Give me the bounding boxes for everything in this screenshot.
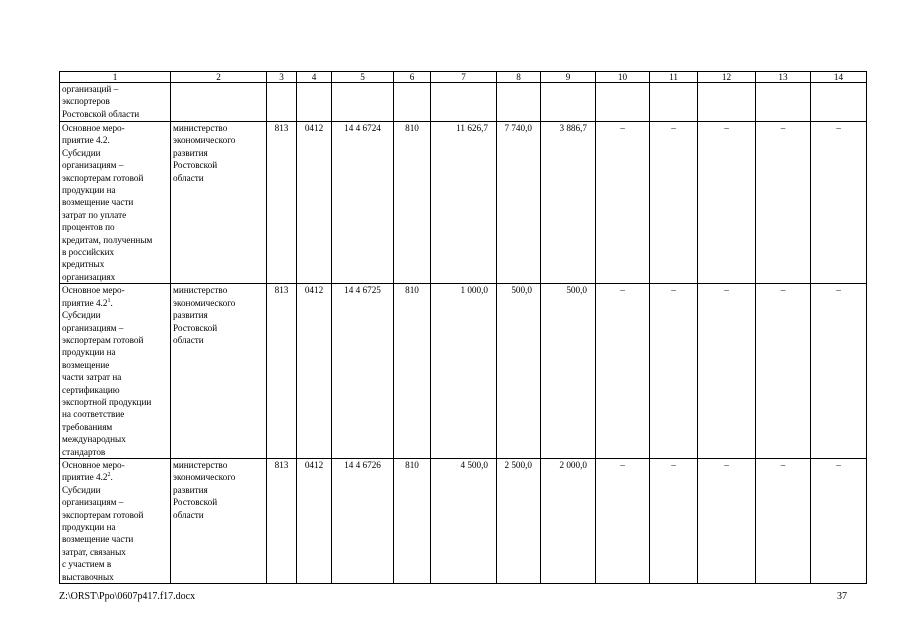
y2017-cell: – bbox=[650, 122, 698, 284]
y2019-cell: – bbox=[756, 122, 811, 284]
y2015-cell: 3 886,7 bbox=[541, 122, 596, 284]
table-row bbox=[60, 284, 867, 459]
executor-cell: министерство экономического развития Ростовской области bbox=[171, 284, 267, 459]
budget-table bbox=[59, 71, 867, 584]
column-number-1: 1 bbox=[60, 72, 171, 83]
vr-cell: 810 bbox=[394, 122, 431, 284]
y2018-cell: – bbox=[698, 122, 756, 284]
footer-file-path: Z:\ORST\Ppo\0607p417.f17.docx bbox=[59, 591, 196, 602]
y2016-cell: – bbox=[596, 122, 650, 284]
table-row bbox=[60, 458, 867, 583]
continuation-empty-cell bbox=[297, 83, 332, 122]
column-number-4: 4 bbox=[297, 72, 332, 83]
continuation-empty-cell bbox=[811, 83, 867, 122]
continuation-empty-cell bbox=[267, 83, 297, 122]
continuation-empty-cell bbox=[756, 83, 811, 122]
total-cell: 4 500,0 bbox=[431, 458, 497, 583]
y2015-cell: 500,0 bbox=[541, 284, 596, 459]
column-number-13: 13 bbox=[756, 72, 811, 83]
activity-name-text-continued: . Субсидии организациям – экспортерам готовой продукции на возмещение части затрат, связаных с участием в выставочных bbox=[62, 472, 144, 582]
continuation-empty-cell bbox=[596, 83, 650, 122]
continuation-row bbox=[60, 83, 867, 122]
column-number-14: 14 bbox=[811, 72, 867, 83]
footer-page-number: 37 bbox=[837, 591, 847, 602]
y2019-cell: – bbox=[756, 284, 811, 459]
activity-number-superscript: 1 bbox=[107, 297, 111, 304]
column-number-10: 10 bbox=[596, 72, 650, 83]
grbs-cell: 813 bbox=[267, 458, 297, 583]
y2014-cell: 7 740,0 bbox=[497, 122, 541, 284]
y2020-cell: – bbox=[811, 122, 867, 284]
executor-cell: министерство экономического развития Ростовской области bbox=[171, 122, 267, 284]
column-number-6: 6 bbox=[394, 72, 431, 83]
continuation-name-cell: организаций – экспортеров Ростовской области bbox=[60, 83, 171, 122]
column-number-2: 2 bbox=[171, 72, 267, 83]
activity-name-cell bbox=[60, 122, 171, 284]
executor-cell: министерство экономического развития Ростовской области bbox=[171, 458, 267, 583]
column-number-7: 7 bbox=[431, 72, 497, 83]
y2015-cell: 2 000,0 bbox=[541, 458, 596, 583]
activity-number-superscript: 2 bbox=[107, 472, 111, 479]
column-number-8: 8 bbox=[497, 72, 541, 83]
continuation-empty-cell bbox=[332, 83, 394, 122]
grbs-cell: 813 bbox=[267, 122, 297, 284]
rzpr-cell: 0412 bbox=[297, 458, 332, 583]
activity-name-text-continued: . Субсидии организациям – экспортерам готовой продукции на возмещение части затрат на сертификацию экспортной продукции на соответствие требованиям международных стандартов bbox=[62, 297, 152, 457]
rzpr-cell: 0412 bbox=[297, 284, 332, 459]
continuation-empty-cell bbox=[698, 83, 756, 122]
column-number-3: 3 bbox=[267, 72, 297, 83]
y2016-cell: – bbox=[596, 458, 650, 583]
csr-cell: 14 4 6724 bbox=[332, 122, 394, 284]
continuation-empty-cell bbox=[497, 83, 541, 122]
y2020-cell: – bbox=[811, 458, 867, 583]
column-number-9: 9 bbox=[541, 72, 596, 83]
continuation-empty-cell bbox=[394, 83, 431, 122]
y2014-cell: 2 500,0 bbox=[497, 458, 541, 583]
vr-cell: 810 bbox=[394, 284, 431, 459]
y2018-cell: – bbox=[698, 284, 756, 459]
y2016-cell: – bbox=[596, 284, 650, 459]
activity-name-text: Основное меро- приятие 4.2 bbox=[62, 285, 125, 308]
y2017-cell: – bbox=[650, 284, 698, 459]
activity-name-text: Основное меро- приятие 4.2. Субсидии организациям – экспортерам готовой продукции на возмещение части затрат по уплате процентов по кредитам, полученным в российских кредитных организациях bbox=[62, 123, 153, 282]
csr-cell: 14 4 6725 bbox=[332, 284, 394, 459]
activity-name-text: Основное меро- приятие 4.2 bbox=[62, 459, 125, 483]
continuation-empty-cell bbox=[171, 83, 267, 122]
csr-cell: 14 4 6726 bbox=[332, 458, 394, 583]
y2019-cell: – bbox=[756, 458, 811, 583]
column-number-12: 12 bbox=[698, 72, 756, 83]
table-row bbox=[60, 122, 867, 284]
vr-cell: 810 bbox=[394, 458, 431, 583]
activity-name-cell bbox=[60, 458, 171, 583]
column-number-11: 11 bbox=[650, 72, 698, 83]
grbs-cell: 813 bbox=[267, 284, 297, 459]
column-number-5: 5 bbox=[332, 72, 394, 83]
continuation-empty-cell bbox=[431, 83, 497, 122]
y2017-cell: – bbox=[650, 458, 698, 583]
y2020-cell: – bbox=[811, 284, 867, 459]
total-cell: 1 000,0 bbox=[431, 284, 497, 459]
total-cell: 11 626,7 bbox=[431, 122, 497, 284]
y2014-cell: 500,0 bbox=[497, 284, 541, 459]
continuation-empty-cell bbox=[541, 83, 596, 122]
header-row bbox=[60, 72, 867, 83]
y2018-cell: – bbox=[698, 458, 756, 583]
activity-name-cell bbox=[60, 284, 171, 459]
rzpr-cell: 0412 bbox=[297, 122, 332, 284]
continuation-empty-cell bbox=[650, 83, 698, 122]
